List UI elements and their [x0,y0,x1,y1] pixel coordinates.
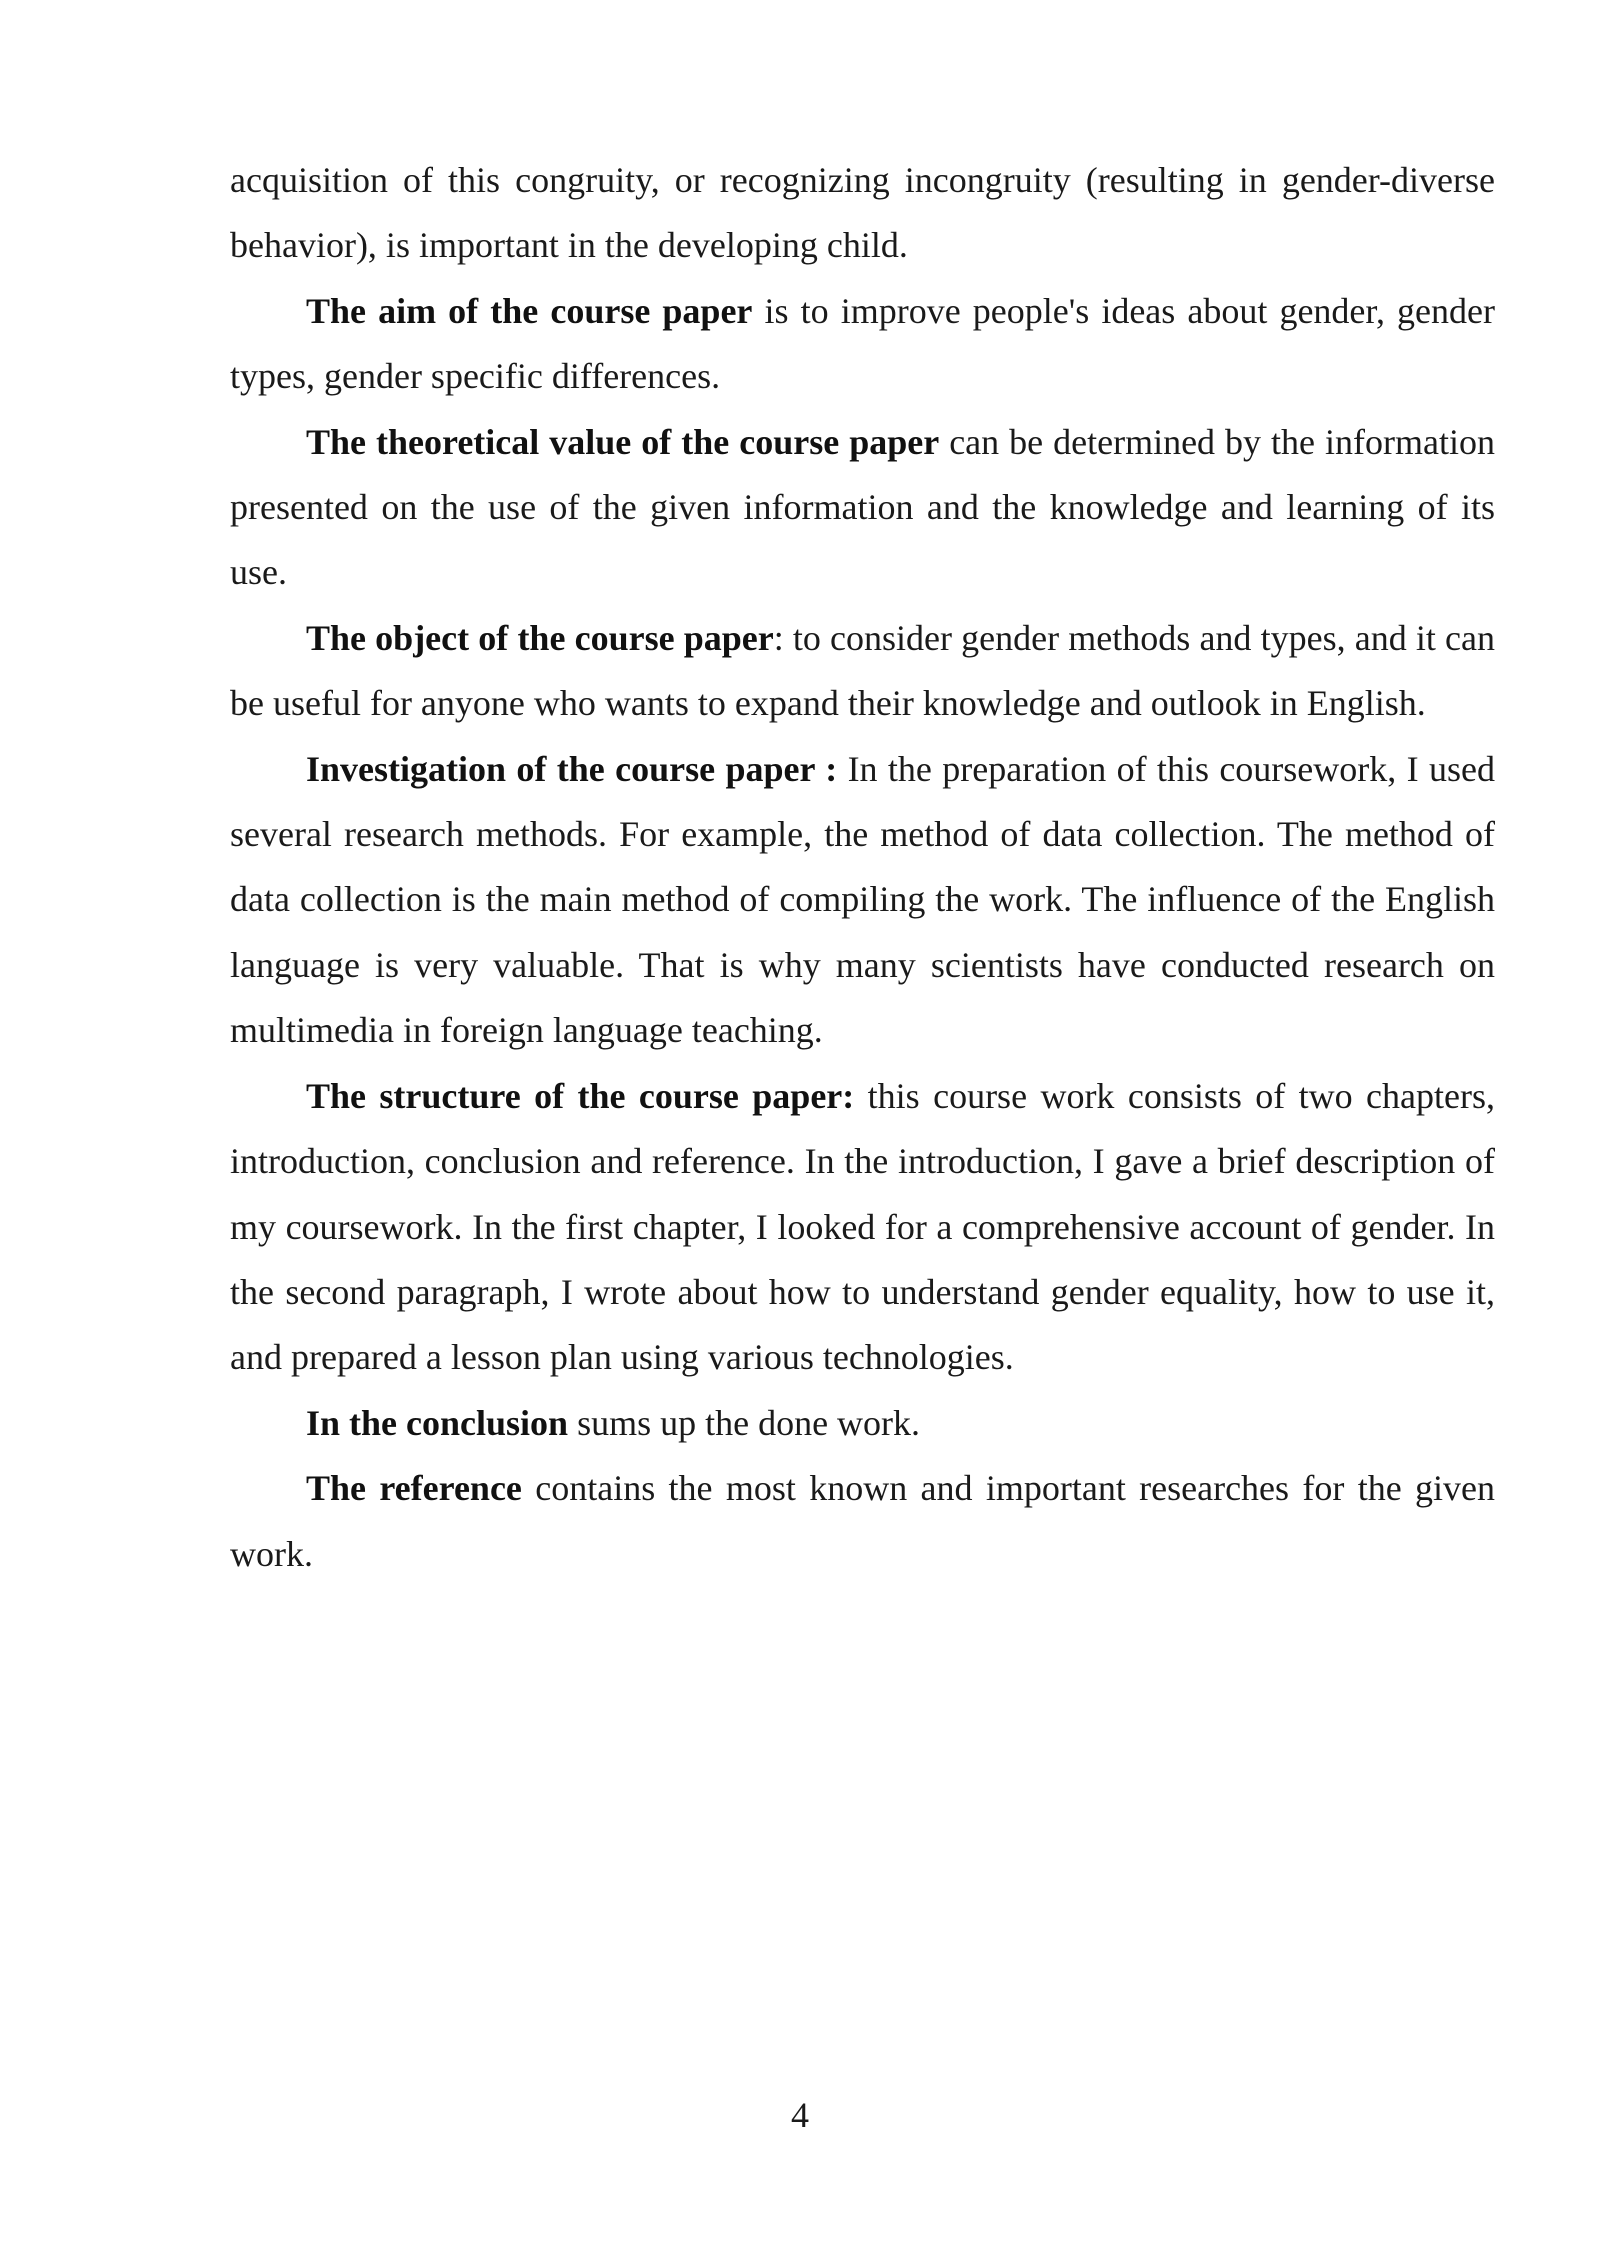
paragraph-heading: The structure of the course paper: [306,1075,855,1116]
page-number: 4 [791,2095,809,2135]
paragraph-reference [230,1456,1495,1587]
paragraph-text: contains the most known and important researches for the given work. [230,1468,1495,1574]
paragraph-text: can be determined by the information presented on the use of the given information and the knowledge and learning of its use. [230,421,1495,593]
paragraph-heading: The reference [306,1468,522,1509]
body-text [230,148,1495,1587]
paragraph-text: : to consider gender methods and types, and it can be useful for anyone who wants to expand their knowledge and outlook in English. [230,617,1495,724]
paragraph-heading: In the conclusion [306,1402,569,1443]
paragraph-conclusion [230,1391,1495,1456]
paragraph-text: In the preparation of this coursework, I used several research methods. For example, the method of data collection. The method of data collection is the main method of compiling the work. The influence of the English language is very valuable. That is why many scientists have conducted research on multimedia in foreign language teaching. [230,748,1495,1051]
paragraph-heading: Investigation of the course paper : [306,748,838,789]
paragraph-object [230,606,1495,737]
paragraph-text: sums up the done work. [568,1402,921,1443]
paragraph-text: is to improve people's ideas about gender, gender types, gender specific differences. [230,290,1496,397]
paragraph-heading: The aim of the course paper [306,290,753,331]
paragraph-continuation [230,148,1495,279]
paragraph-text: this course work consists of two chapters, introduction, conclusion and reference. In the introduction, I gave a brief description of my coursework. In the first chapter, I looked for a comprehensive account of gender. In the second paragraph, I wrote about how to understand gender equality, how to use it, and prepared a lesson plan using various technologies. [230,1075,1495,1378]
paragraph-theoretical-value [230,410,1495,606]
paragraph-structure [230,1064,1495,1391]
paragraph-investigation [230,737,1495,1064]
paragraph-aim [230,279,1495,410]
paragraph-heading: The object of the course paper [306,617,774,658]
paragraph-heading: The theoretical value of the course paper [306,421,940,462]
paragraph-text: acquisition of this congruity, or recognizing incongruity (resulting in gender-diverse behavior), is important in the developing child. [230,160,1495,266]
